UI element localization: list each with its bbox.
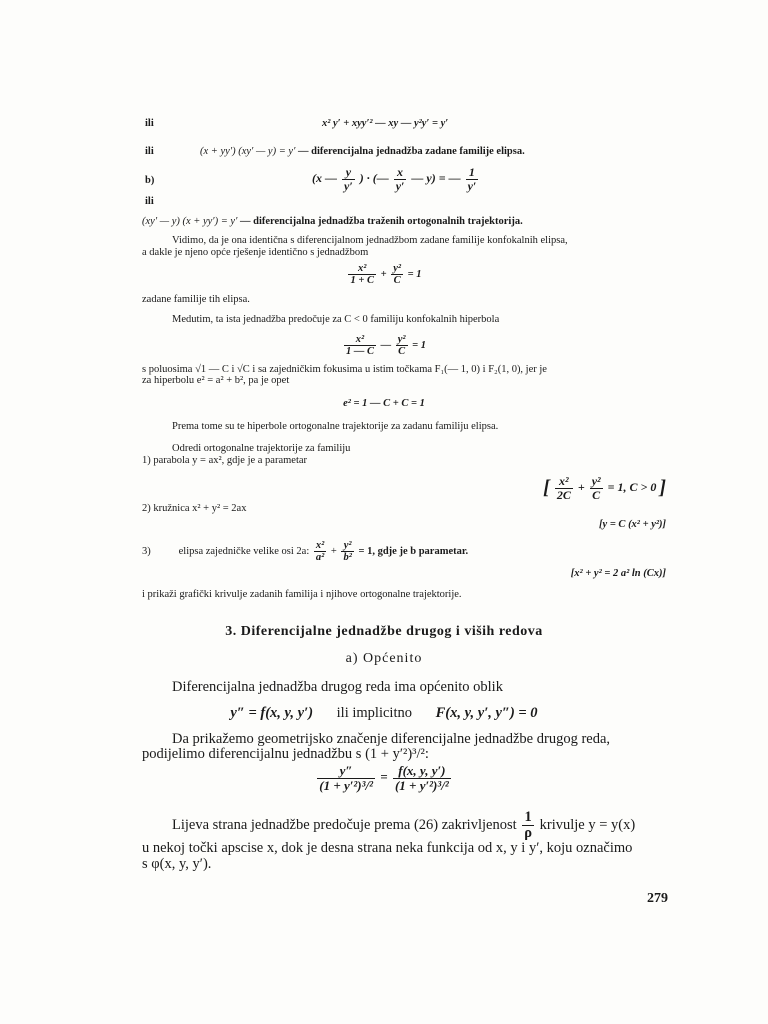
- math-part: F(x, y, y′, y″) = 0: [435, 705, 538, 721]
- math-part: x²: [355, 334, 365, 345]
- equation: (xy′ — y) (x + yy′) = y′: [142, 216, 238, 227]
- math-part: = 1, C > 0: [607, 479, 657, 494]
- label-ili: ili: [145, 146, 154, 157]
- equation: x² y′ + xyy′² — xy — y²y′ = y′: [322, 118, 449, 129]
- math-part: C: [396, 345, 408, 357]
- math-part: 1: [468, 165, 475, 179]
- fraction: [348, 263, 376, 286]
- eq-part: ) · (—: [359, 170, 389, 185]
- task-3: [142, 540, 468, 563]
- equation: (x + yy′) (xy′ — y) = y′: [200, 146, 296, 157]
- math-part: C: [590, 488, 603, 502]
- math-part: = 1: [407, 268, 422, 280]
- fraction: [344, 334, 376, 357]
- paragraph-line: u nekoj točki apscise x, dok je desna strana neka funkcija od x, y i y′, koju označimo: [142, 840, 633, 856]
- math-part: y′: [344, 178, 353, 193]
- label-b: b): [145, 175, 155, 186]
- paragraph-line: Da prikažemo geometrijsko značenje diferencijalne jednadžbe drugog reda,: [172, 731, 611, 747]
- equation-e: e² = 1 — C + C = 1: [343, 398, 425, 409]
- paragraph-line: Vidimo, da je ona identična s diferencijalnom jednadžbom zadane familije konfokalnih elipsa,: [172, 235, 568, 246]
- math-part: a²: [315, 552, 325, 564]
- math-part: y²: [591, 474, 601, 488]
- math-part: y²: [343, 540, 352, 551]
- fraction: [394, 166, 407, 192]
- task-2: 2) kružnica x² + y² = 2ax: [142, 503, 247, 514]
- fraction: [317, 764, 375, 792]
- math-part: x²: [559, 474, 569, 488]
- text: — diferencijalna jednadžba traženih ortogonalnih trajektorija.: [240, 216, 523, 227]
- equation-ellipse: [0, 263, 768, 286]
- fraction: [341, 540, 353, 563]
- math-part: y′: [395, 178, 405, 193]
- math-part: Lijeva strana jednadžbe predočuje prema (26) zakrivljenost: [172, 817, 517, 834]
- math-part: y: [345, 165, 352, 179]
- math-part: C: [391, 274, 403, 286]
- equation-line: [200, 146, 525, 157]
- math-part: y²: [393, 263, 402, 274]
- math-part: krivulje y = y(x): [539, 817, 636, 834]
- paragraph-line: Odredi ortogonalne trajektorije za familiju: [172, 443, 351, 454]
- math-part: (1 + y′²)³/²: [319, 777, 374, 793]
- equation-divided: [0, 764, 768, 792]
- paragraph-line: [172, 810, 635, 841]
- section-title: 3. Diferencijalne jednadžbe drugog i viših redova: [225, 624, 543, 639]
- math-part: 1 — C: [345, 346, 374, 358]
- label-ili: ili: [145, 118, 154, 129]
- label-ili: ili: [145, 196, 154, 207]
- paragraph-line: Prema tome su te hiperbole ortogonalne trajektorije za zadanu familiju elipsa.: [172, 421, 499, 432]
- math-part: =: [380, 769, 388, 785]
- math-part: ρ: [524, 825, 533, 842]
- math-part: y″ = f(x, y, y′): [230, 705, 314, 721]
- math-part: 1: [524, 809, 532, 825]
- paragraph-line: Diferencijalna jednadžba drugog reda ima općenito oblik: [172, 679, 503, 695]
- math-part: b²: [343, 552, 352, 564]
- answer-1: [543, 475, 666, 501]
- paragraph-line: Medutim, ta ista jednadžba predočuje za C < 0 familiju konfokalnih hiperbola: [172, 314, 500, 325]
- eq-part: — y) = —: [411, 170, 461, 185]
- task-1: 1) parabola y = ax², gdje je a parametar: [142, 455, 308, 466]
- math-part: y²: [397, 334, 406, 345]
- answer-2: [y = C (x² + y²)]: [599, 519, 666, 530]
- math-part: ]: [659, 476, 666, 499]
- subsection-title: a) Općenito: [345, 651, 423, 666]
- text: — diferencijalna jednadžba zadane familije elipsa.: [298, 146, 525, 157]
- paragraph-line: s φ(x, y, y′).: [142, 856, 212, 872]
- fraction: [342, 166, 355, 192]
- eq-part: (x —: [312, 170, 337, 185]
- fraction: [466, 166, 479, 192]
- math-part: y′: [467, 178, 477, 193]
- equation-hyperbola: [0, 334, 768, 357]
- math-part: ili implicitno: [336, 705, 412, 721]
- math-part: 2C: [556, 487, 571, 502]
- math-part: 3): [142, 545, 151, 557]
- paragraph-line: zadane familije tih elipsa.: [142, 294, 250, 305]
- paragraph-line: a dakle je njeno opće rješenje identično s jednadžbom: [142, 247, 369, 258]
- math-part: = 1, gdje je b parametar.: [358, 545, 469, 557]
- paragraph-line: s poluosima √1 — C i √C i sa zajedničkim fokusima u istim točkama F₁(— 1, 0) i F₂(1, 0), jer je: [142, 364, 547, 375]
- fraction: [396, 334, 408, 357]
- math-part: +: [577, 479, 585, 494]
- math-part: +: [380, 268, 387, 280]
- fraction: [314, 540, 326, 563]
- math-part: [: [543, 476, 550, 499]
- page-number: 279: [647, 891, 668, 906]
- paragraph-line: podijelimo diferencijalnu jednadžbu s (1 + y′²)³/²:: [142, 746, 429, 762]
- fraction: [393, 764, 451, 792]
- fraction: [555, 475, 573, 501]
- math-part: +: [330, 545, 337, 557]
- math-part: elipsa zajedničke velike osi 2a:: [178, 545, 310, 557]
- math-part: y″: [339, 763, 353, 778]
- math-part: x²: [358, 263, 367, 274]
- fraction: [391, 263, 403, 286]
- equation-b: [312, 166, 480, 192]
- math-part: —: [380, 339, 392, 351]
- answer-3: [x² + y² = 2 a² ln (Cx)]: [570, 568, 666, 579]
- math-part: f(x, y, y′): [398, 763, 446, 778]
- math-part: 1 + C: [350, 275, 374, 287]
- math-part: x: [397, 165, 404, 179]
- paragraph-line: i prikaži grafički krivulje zadanih familija i njihove ortogonalne trajektorije.: [142, 589, 462, 600]
- fraction: [590, 475, 603, 501]
- fraction: [522, 810, 534, 841]
- paragraph-line: za hiperbolu e² = a² + b², pa je opet: [142, 375, 290, 386]
- equation-line: [142, 216, 523, 227]
- math-part: = 1: [412, 339, 427, 351]
- math-part: (1 + y′²)³/²: [394, 777, 449, 793]
- equation-general: [0, 705, 768, 722]
- math-part: x²: [315, 540, 325, 551]
